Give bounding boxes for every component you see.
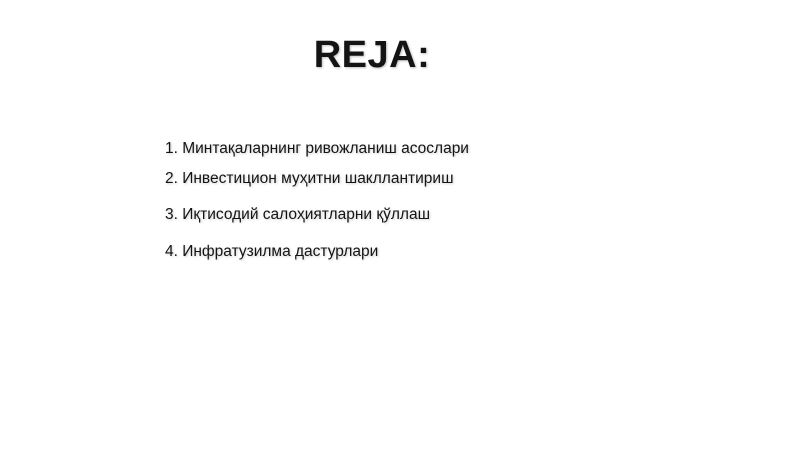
agenda-item: 4. Инфратузилма дастурлари <box>165 243 379 260</box>
agenda-item: 1. Минтақаларнинг ривожланиш асослари <box>165 140 469 157</box>
agenda-item: 3. Иқтисодий салоҳиятларни қўллаш <box>165 206 431 223</box>
agenda-item: 2. Инвестицион муҳитни шакллантириш <box>165 170 454 187</box>
slide-title: REJA: <box>313 34 431 76</box>
